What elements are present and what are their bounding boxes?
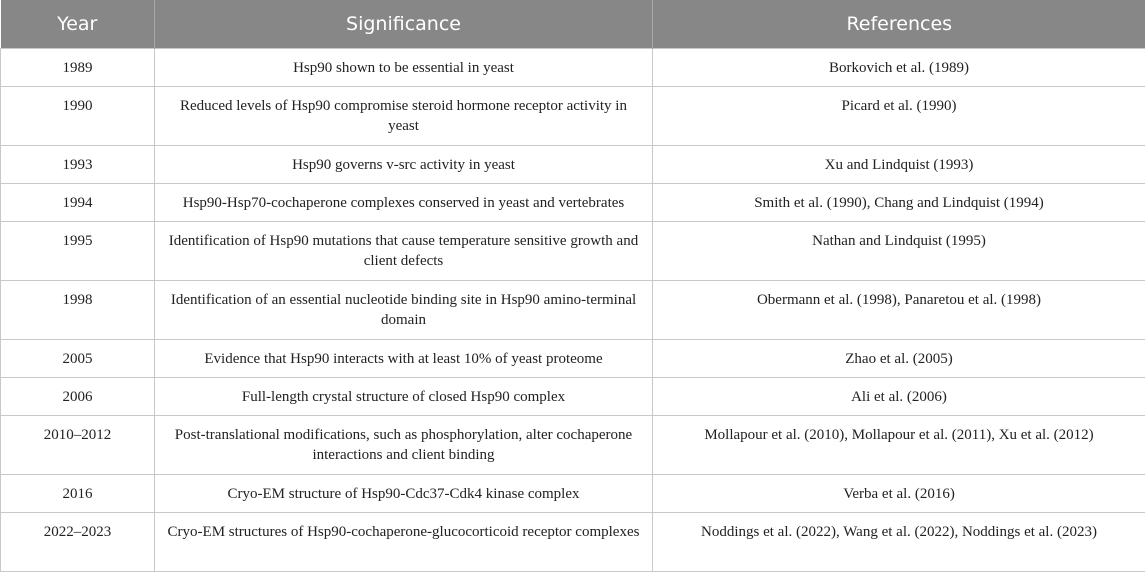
cell-year: 2016 <box>1 475 155 513</box>
table-row <box>1 184 1145 222</box>
table-row <box>1 416 1145 475</box>
table-row <box>1 340 1145 378</box>
cell-references: Noddings et al. (2022), Wang et al. (2022), Noddings et al. (2023) <box>653 513 1145 572</box>
cell-references: Borkovich et al. (1989) <box>653 49 1145 87</box>
cell-references: Verba et al. (2016) <box>653 475 1145 513</box>
cell-references: Nathan and Lindquist (1995) <box>653 222 1145 281</box>
cell-references: Obermann et al. (1998), Panaretou et al. (1998) <box>653 281 1145 340</box>
table-row <box>1 222 1145 281</box>
cell-significance: Cryo-EM structure of Hsp90-Cdc37-Cdk4 kinase complex <box>155 475 653 513</box>
header-year: Year <box>1 0 155 49</box>
cell-references: Smith et al. (1990), Chang and Lindquist (1994) <box>653 184 1145 222</box>
cell-year: 2010–2012 <box>1 416 155 475</box>
cell-year: 2022–2023 <box>1 513 155 572</box>
cell-references: Picard et al. (1990) <box>653 87 1145 146</box>
table-row <box>1 475 1145 513</box>
cell-references: Xu and Lindquist (1993) <box>653 146 1145 184</box>
cell-significance: Evidence that Hsp90 interacts with at least 10% of yeast proteome <box>155 340 653 378</box>
cell-references: Ali et al. (2006) <box>653 378 1145 416</box>
cell-significance: Identification of Hsp90 mutations that cause temperature sensitive growth and client defects <box>155 222 653 281</box>
cell-year: 1998 <box>1 281 155 340</box>
table-row <box>1 281 1145 340</box>
header-references: References <box>653 0 1145 49</box>
cell-references: Zhao et al. (2005) <box>653 340 1145 378</box>
header-row <box>1 0 1145 49</box>
table-row <box>1 513 1145 572</box>
cell-significance: Full-length crystal structure of closed Hsp90 complex <box>155 378 653 416</box>
table-row <box>1 87 1145 146</box>
cell-significance: Post-translational modifications, such as phosphorylation, alter cochaperone interactions and client binding <box>155 416 653 475</box>
table-row <box>1 378 1145 416</box>
table-row <box>1 49 1145 87</box>
cell-year: 1989 <box>1 49 155 87</box>
cell-year: 1994 <box>1 184 155 222</box>
table-row <box>1 146 1145 184</box>
cell-year: 2005 <box>1 340 155 378</box>
cell-significance: Identification of an essential nucleotide binding site in Hsp90 amino-terminal domain <box>155 281 653 340</box>
header-significance: Significance <box>155 0 653 49</box>
cell-year: 1995 <box>1 222 155 281</box>
cell-references: Mollapour et al. (2010), Mollapour et al. (2011), Xu et al. (2012) <box>653 416 1145 475</box>
cell-significance: Cryo-EM structures of Hsp90-cochaperone-glucocorticoid receptor complexes <box>155 513 653 572</box>
table-header <box>1 0 1145 49</box>
cell-year: 1990 <box>1 87 155 146</box>
cell-significance: Hsp90 shown to be essential in yeast <box>155 49 653 87</box>
cell-year: 2006 <box>1 378 155 416</box>
cell-significance: Hsp90 governs v-src activity in yeast <box>155 146 653 184</box>
cell-significance: Hsp90-Hsp70-cochaperone complexes conserved in yeast and vertebrates <box>155 184 653 222</box>
cell-year: 1993 <box>1 146 155 184</box>
table-body <box>1 49 1145 572</box>
cell-significance: Reduced levels of Hsp90 compromise steroid hormone receptor activity in yeast <box>155 87 653 146</box>
